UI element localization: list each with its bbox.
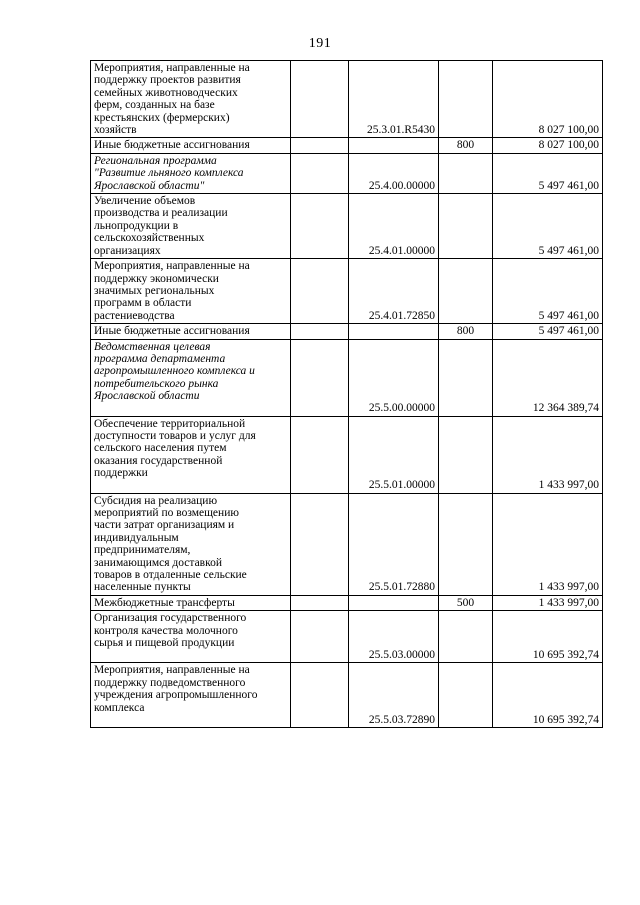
row-amount: 8 027 100,00 — [493, 61, 603, 138]
description-line: семейных животноводческих — [94, 86, 238, 99]
row-blank-cell — [291, 138, 349, 153]
row-blank-cell — [291, 416, 349, 493]
description-line: агропромышленного комплекса и — [94, 365, 255, 378]
row-amount: 10 695 392,74 — [493, 663, 603, 728]
row-amount: 5 497 461,00 — [493, 259, 603, 324]
row-blank-cell — [291, 595, 349, 610]
description-line: программ в области — [94, 297, 192, 310]
table-row — [91, 416, 603, 493]
row-description — [91, 61, 291, 138]
description-line: Обеспечение территориальной — [94, 417, 246, 430]
row-description — [91, 324, 291, 339]
description-line: программа департамента — [94, 352, 226, 365]
description-line: Иные бюджетные ассигнования — [94, 139, 250, 152]
row-target-code: 25.5.01.72880 — [349, 493, 439, 595]
page-number: 191 — [308, 36, 332, 51]
description-line: Региональная программа — [94, 154, 217, 167]
description-line: "Развитие льняного комплекса — [94, 167, 244, 180]
row-target-code: 25.5.03.72890 — [349, 663, 439, 728]
description-line: Увеличение объемов — [94, 195, 196, 208]
row-target-code: 25.4.00.00000 — [349, 153, 439, 193]
row-expense-type — [439, 611, 493, 663]
row-blank-cell — [291, 259, 349, 324]
row-expense-type — [439, 339, 493, 416]
row-target-code: 25.4.01.72850 — [349, 259, 439, 324]
table-row — [91, 493, 603, 595]
row-blank-cell — [291, 324, 349, 339]
row-expense-type: 800 — [439, 138, 493, 153]
row-description — [91, 663, 291, 728]
row-amount: 5 497 461,00 — [493, 324, 603, 339]
row-amount: 5 497 461,00 — [493, 153, 603, 193]
description-line: ферм, созданных на базе — [94, 99, 215, 112]
table-row — [91, 339, 603, 416]
description-line: растениеводства — [94, 309, 175, 322]
description-line: потребительского рынка — [94, 377, 219, 390]
row-target-code: 25.5.01.00000 — [349, 416, 439, 493]
description-line: поддержки — [94, 467, 148, 480]
description-line: производства и реализации — [94, 207, 228, 220]
description-line: Иные бюджетные ассигнования — [94, 325, 250, 338]
row-description — [91, 611, 291, 663]
description-line: Мероприятия, направленные на — [94, 62, 250, 74]
description-line: поддержку проектов развития — [94, 74, 241, 87]
row-description — [91, 259, 291, 324]
description-line: части затрат организациям и — [94, 519, 235, 532]
row-amount: 12 364 389,74 — [493, 339, 603, 416]
row-description — [91, 153, 291, 193]
budget-table — [90, 60, 603, 728]
description-line: доступности товаров и услуг для — [94, 429, 256, 442]
table-row — [91, 138, 603, 153]
description-line: сельскохозяйственных — [94, 232, 205, 245]
description-line: сырья и пищевой продукции — [94, 637, 235, 650]
budget-table-body — [91, 61, 603, 728]
row-description — [91, 416, 291, 493]
row-expense-type: 800 — [439, 324, 493, 339]
row-expense-type — [439, 663, 493, 728]
row-expense-type — [439, 61, 493, 138]
description-line: поддержку подведомственного — [94, 676, 246, 689]
table-row — [91, 153, 603, 193]
row-expense-type — [439, 493, 493, 595]
row-blank-cell — [291, 611, 349, 663]
table-row — [91, 611, 603, 663]
description-line: организациях — [94, 244, 161, 257]
row-blank-cell — [291, 194, 349, 259]
row-amount: 1 433 997,00 — [493, 595, 603, 610]
row-description — [91, 339, 291, 416]
row-spacer — [94, 714, 287, 726]
row-blank-cell — [291, 339, 349, 416]
table-row — [91, 595, 603, 610]
row-description — [91, 595, 291, 610]
description-line: Мероприятия, направленные на — [94, 664, 250, 677]
description-line: Ведомственная целевая — [94, 340, 211, 353]
row-target-code — [349, 595, 439, 610]
description-line: хозяйств — [94, 124, 137, 137]
row-target-code: 25.5.00.00000 — [349, 339, 439, 416]
row-description — [91, 493, 291, 595]
row-amount: 8 027 100,00 — [493, 138, 603, 153]
description-line: занимающимся доставкой — [94, 556, 223, 569]
description-line: Ярославской области — [94, 390, 200, 403]
row-spacer — [94, 480, 287, 492]
description-line: индивидуальным — [94, 531, 179, 544]
row-description — [91, 138, 291, 153]
description-line: Субсидия на реализацию — [94, 494, 218, 507]
row-spacer — [94, 649, 287, 661]
description-line: оказания государственной — [94, 454, 223, 467]
description-line: крестьянских (фермерских) — [94, 111, 230, 124]
row-expense-type — [439, 259, 493, 324]
row-amount: 5 497 461,00 — [493, 194, 603, 259]
table-row — [91, 663, 603, 728]
row-amount: 10 695 392,74 — [493, 611, 603, 663]
description-line: значимых региональных — [94, 284, 215, 297]
description-line: мероприятий по возмещению — [94, 507, 239, 519]
table-row — [91, 194, 603, 259]
row-target-code: 25.3.01.R5430 — [349, 61, 439, 138]
description-line: учреждения агропромышленного — [94, 689, 258, 702]
description-line: сельского населения путем — [94, 442, 227, 455]
table-row — [91, 61, 603, 138]
row-target-code: 25.5.03.00000 — [349, 611, 439, 663]
description-line: Межбюджетные трансферты — [94, 596, 235, 609]
row-target-code — [349, 138, 439, 153]
row-expense-type — [439, 416, 493, 493]
row-expense-type: 500 — [439, 595, 493, 610]
row-amount: 1 433 997,00 — [493, 416, 603, 493]
row-spacer — [94, 403, 287, 415]
description-line: предпринимателям, — [94, 544, 191, 557]
row-expense-type — [439, 153, 493, 193]
description-line: льнопродукции в — [94, 219, 179, 232]
description-line: Организация государственного — [94, 612, 247, 625]
row-target-code — [349, 324, 439, 339]
row-description — [91, 194, 291, 259]
row-blank-cell — [291, 663, 349, 728]
row-target-code: 25.4.01.00000 — [349, 194, 439, 259]
table-row — [91, 259, 603, 324]
description-line: комплекса — [94, 701, 145, 714]
row-amount: 1 433 997,00 — [493, 493, 603, 595]
row-expense-type — [439, 194, 493, 259]
row-blank-cell — [291, 61, 349, 138]
table-row — [91, 324, 603, 339]
description-line: населенные пункты — [94, 581, 191, 594]
description-line: товаров в отдаленные сельские — [94, 569, 247, 582]
description-line: Мероприятия, направленные на — [94, 260, 250, 273]
description-line: Ярославской области" — [94, 179, 205, 192]
description-line: контроля качества молочного — [94, 624, 238, 637]
row-blank-cell — [291, 153, 349, 193]
row-blank-cell — [291, 493, 349, 595]
description-line: поддержку экономически — [94, 272, 219, 285]
